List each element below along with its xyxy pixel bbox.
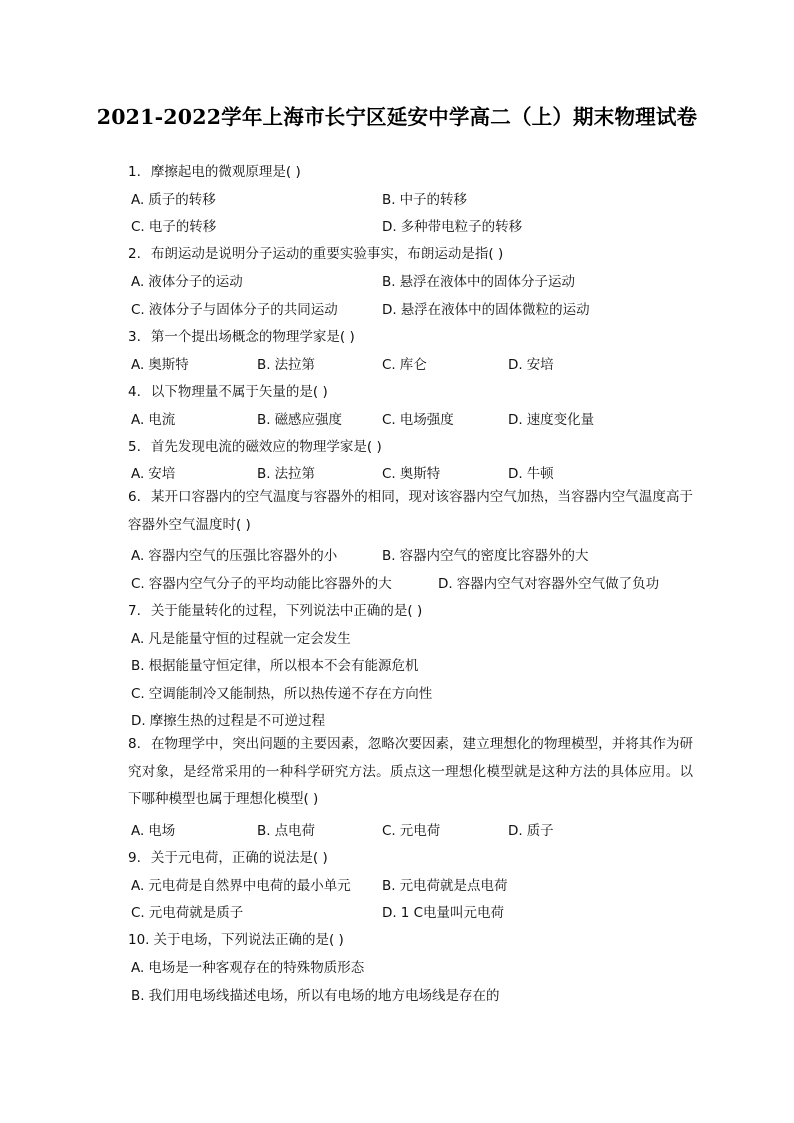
question-7 bbox=[128, 602, 422, 620]
question-text: 布朗运动是说明分子运动的重要实验事实，布朗运动是指( ) bbox=[150, 246, 504, 262]
option-5d: D. 牛顿 bbox=[508, 466, 554, 482]
option-3d: D. 安培 bbox=[508, 357, 554, 373]
question-text: 以下物理量不属于矢量的是( ) bbox=[150, 384, 328, 400]
option-4d: D. 速度变化量 bbox=[508, 412, 595, 428]
option-8a: A. 电场 bbox=[131, 823, 176, 839]
question-text: 关于电场，下列说法正确的是( ) bbox=[153, 932, 344, 948]
option-3b: B. 法拉第 bbox=[257, 357, 316, 373]
option-9b: B. 元电荷就是点电荷 bbox=[382, 878, 508, 894]
question-5 bbox=[128, 438, 382, 456]
question-6 bbox=[128, 484, 693, 539]
option-4c: C. 电场强度 bbox=[382, 412, 454, 428]
question-text: 摩擦起电的微观原理是( ) bbox=[150, 164, 301, 180]
question-text: 在物理学中，突出问题的主要因素，忽略次要因素，建立理想化的物理模型，并将其作为研究对象，是经常采用的一种科学研究方法。质点这一理想化模型就是这种方法的具体应用。以下哪种模型也属于理想化模型( ) bbox=[128, 736, 693, 807]
question-8 bbox=[128, 731, 693, 814]
question-number: 3. bbox=[128, 329, 141, 345]
option-5b: B. 法拉第 bbox=[257, 466, 316, 482]
question-number: 2. bbox=[128, 246, 141, 262]
option-6b: B. 容器内空气的密度比容器外的大 bbox=[382, 548, 589, 564]
option-10a: A. 电场是一种客观存在的特殊物质形态 bbox=[131, 960, 365, 976]
option-8d: D. 质子 bbox=[508, 823, 554, 839]
question-2 bbox=[128, 245, 503, 263]
option-3c: C. 库仑 bbox=[382, 357, 427, 373]
question-text: 首先发现电流的磁效应的物理学家是( ) bbox=[150, 439, 382, 455]
option-9a: A. 元电荷是自然界中电荷的最小单元 bbox=[131, 878, 351, 894]
option-2d: D. 悬浮在液体中的固体微粒的运动 bbox=[382, 302, 590, 318]
option-2b: B. 悬浮在液体中的固体分子运动 bbox=[382, 274, 576, 290]
question-text: 关于元电荷，正确的说法是( ) bbox=[150, 850, 328, 866]
question-text: 第一个提出场概念的物理学家是( ) bbox=[150, 329, 355, 345]
option-9d: D. 1 C电量叫元电荷 bbox=[382, 905, 504, 921]
question-4 bbox=[128, 383, 328, 401]
question-number: 8. bbox=[128, 736, 141, 752]
option-7b: B. 根据能量守恒定律，所以根本不会有能源危机 bbox=[131, 658, 419, 674]
question-9 bbox=[128, 849, 328, 867]
option-5c: C. 奥斯特 bbox=[382, 466, 441, 482]
option-1d: D. 多种带电粒子的转移 bbox=[382, 219, 523, 235]
option-2a: A. 液体分子的运动 bbox=[131, 274, 243, 290]
option-1c: C. 电子的转移 bbox=[131, 219, 217, 235]
question-3 bbox=[128, 328, 355, 346]
page-title: 2021-2022学年上海市长宁区延安中学高二（上）期末物理试卷 bbox=[96, 105, 698, 129]
option-6d: D. 容器内空气对容器外空气做了负功 bbox=[438, 576, 660, 592]
option-7c: C. 空调能制冷又能制热，所以热传递不存在方向性 bbox=[131, 686, 433, 702]
question-number: 9. bbox=[128, 850, 141, 866]
option-1b: B. 中子的转移 bbox=[382, 192, 468, 208]
option-7d: D. 摩擦生热的过程是不可逆过程 bbox=[131, 713, 326, 729]
question-text: 某开口容器内的空气温度与容器外的相同，现对该容器内空气加热，当容器内空气温度高于容器外空气温度时( ) bbox=[128, 489, 693, 533]
option-6a: A. 容器内空气的压强比容器外的小 bbox=[131, 548, 338, 564]
option-4a: A. 电流 bbox=[131, 412, 176, 428]
option-10b: B. 我们用电场线描述电场，所以有电场的地方电场线是存在的 bbox=[131, 988, 500, 1004]
option-1a: A. 质子的转移 bbox=[131, 192, 216, 208]
question-number: 7. bbox=[128, 603, 141, 619]
question-number: 6. bbox=[128, 489, 141, 505]
question-number: 1. bbox=[128, 164, 141, 180]
option-8c: C. 元电荷 bbox=[382, 823, 441, 839]
option-2c: C. 液体分子与固体分子的共同运动 bbox=[131, 302, 338, 318]
question-number: 4. bbox=[128, 384, 141, 400]
option-9c: C. 元电荷就是质子 bbox=[131, 905, 244, 921]
question-number: 5. bbox=[128, 439, 141, 455]
option-3a: A. 奥斯特 bbox=[131, 357, 189, 373]
question-number: 10. bbox=[128, 932, 150, 948]
option-5a: A. 安培 bbox=[131, 466, 176, 482]
question-text: 关于能量转化的过程，下列说法中正确的是( ) bbox=[150, 603, 423, 619]
option-4b: B. 磁感应强度 bbox=[257, 412, 343, 428]
option-7a: A. 凡是能量守恒的过程就一定会发生 bbox=[131, 631, 351, 647]
option-6c: C. 容器内空气分子的平均动能比容器外的大 bbox=[131, 576, 392, 592]
option-8b: B. 点电荷 bbox=[257, 823, 316, 839]
question-1 bbox=[128, 163, 301, 181]
question-10 bbox=[128, 931, 344, 949]
